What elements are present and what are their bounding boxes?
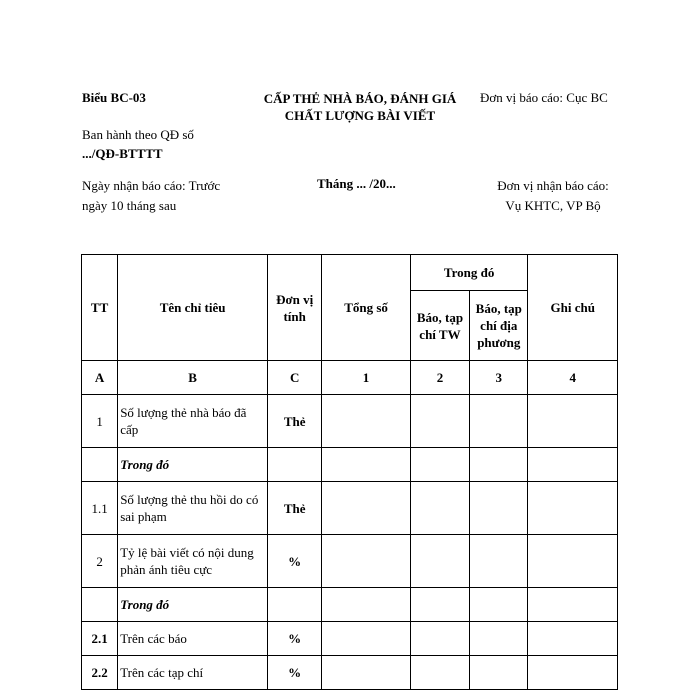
row-tt: 1 — [82, 395, 118, 448]
report-title — [250, 90, 470, 124]
header-central: Báo, tạp chí TW — [410, 291, 469, 361]
table-row — [82, 656, 618, 690]
row-local — [470, 622, 528, 656]
row-unit: Thẻ — [268, 482, 322, 535]
code-cell: 4 — [528, 361, 618, 395]
row-unit: % — [268, 622, 322, 656]
receive-date — [82, 176, 220, 216]
header-row — [82, 255, 618, 291]
row-tt: 2.2 — [82, 656, 118, 690]
row-total — [322, 482, 410, 535]
row-total — [322, 535, 410, 588]
row-unit: Thẻ — [268, 395, 322, 448]
header-total: Tổng số — [322, 255, 410, 361]
row-total — [322, 588, 410, 622]
row-name: Tỷ lệ bài viết có nội dung phản ánh tiêu cực — [118, 535, 268, 588]
row-central — [410, 482, 469, 535]
table-row — [82, 482, 618, 535]
header-of-which: Trong đó — [410, 255, 528, 291]
report-month: Tháng ... /20... — [317, 176, 396, 191]
table-row — [82, 395, 618, 448]
row-local — [470, 395, 528, 448]
row-total — [322, 656, 410, 690]
table-row — [82, 535, 618, 588]
row-local — [470, 482, 528, 535]
row-tt: 1.1 — [82, 482, 118, 535]
code-cell: 2 — [410, 361, 469, 395]
row-central — [410, 395, 469, 448]
receive-date-line1: Ngày nhận báo cáo: Trước — [82, 178, 221, 193]
row-note — [528, 448, 618, 482]
row-name: Số lượng thẻ thu hồi do có sai phạm — [118, 482, 268, 535]
row-unit: % — [268, 535, 322, 588]
receiving-unit-line2: Vụ KHTC, VP Bộ — [505, 198, 601, 213]
row-name: Trong đó — [118, 588, 268, 622]
row-tt — [82, 448, 118, 482]
row-central — [410, 535, 469, 588]
row-total — [322, 448, 410, 482]
form-code: Biểu BC-03 — [82, 90, 146, 105]
row-name: Trong đó — [118, 448, 268, 482]
reporting-unit: Đơn vị báo cáo: Cục BC — [480, 90, 608, 105]
row-tt: 2.1 — [82, 622, 118, 656]
header-tt: TT — [82, 255, 118, 361]
row-total — [322, 395, 410, 448]
receiving-unit — [468, 176, 638, 216]
header-local: Báo, tạp chí địa phương — [470, 291, 528, 361]
row-tt — [82, 588, 118, 622]
receive-date-line2: ngày 10 tháng sau — [82, 198, 177, 213]
table-row — [82, 588, 618, 622]
receiving-unit-line1: Đơn vị nhận báo cáo: — [497, 178, 609, 193]
row-central — [410, 622, 469, 656]
row-unit — [268, 588, 322, 622]
row-unit — [268, 448, 322, 482]
report-title-line1: CẤP THẺ NHÀ BÁO, ĐÁNH GIÁ — [263, 91, 457, 106]
row-note — [528, 535, 618, 588]
issued-by — [82, 125, 194, 163]
header-unit: Đơn vị tính — [268, 255, 322, 361]
row-local — [470, 588, 528, 622]
row-local — [470, 656, 528, 690]
code-row — [82, 361, 618, 395]
row-central — [410, 588, 469, 622]
row-note — [528, 622, 618, 656]
row-note — [528, 482, 618, 535]
row-local — [470, 448, 528, 482]
code-cell: 1 — [322, 361, 410, 395]
row-name: Số lượng thẻ nhà báo đã cấp — [118, 395, 268, 448]
issued-by-line2: .../QĐ-BTTTT — [82, 146, 163, 161]
row-note — [528, 588, 618, 622]
row-central — [410, 448, 469, 482]
issued-by-line1: Ban hành theo QĐ số — [82, 127, 194, 142]
code-cell: B — [118, 361, 268, 395]
row-tt: 2 — [82, 535, 118, 588]
row-note — [528, 656, 618, 690]
row-total — [322, 622, 410, 656]
row-name: Trên các báo — [118, 622, 268, 656]
report-title-line2: CHẤT LƯỢNG BÀI VIẾT — [284, 108, 436, 123]
row-local — [470, 535, 528, 588]
report-table — [81, 254, 618, 690]
row-unit: % — [268, 656, 322, 690]
table-row — [82, 622, 618, 656]
code-cell: C — [268, 361, 322, 395]
header-note: Ghi chú — [528, 255, 618, 361]
code-cell: 3 — [470, 361, 528, 395]
header-name: Tên chỉ tiêu — [118, 255, 268, 361]
code-cell: A — [82, 361, 118, 395]
row-name: Trên các tạp chí — [118, 656, 268, 690]
table-row — [82, 448, 618, 482]
row-central — [410, 656, 469, 690]
row-note — [528, 395, 618, 448]
